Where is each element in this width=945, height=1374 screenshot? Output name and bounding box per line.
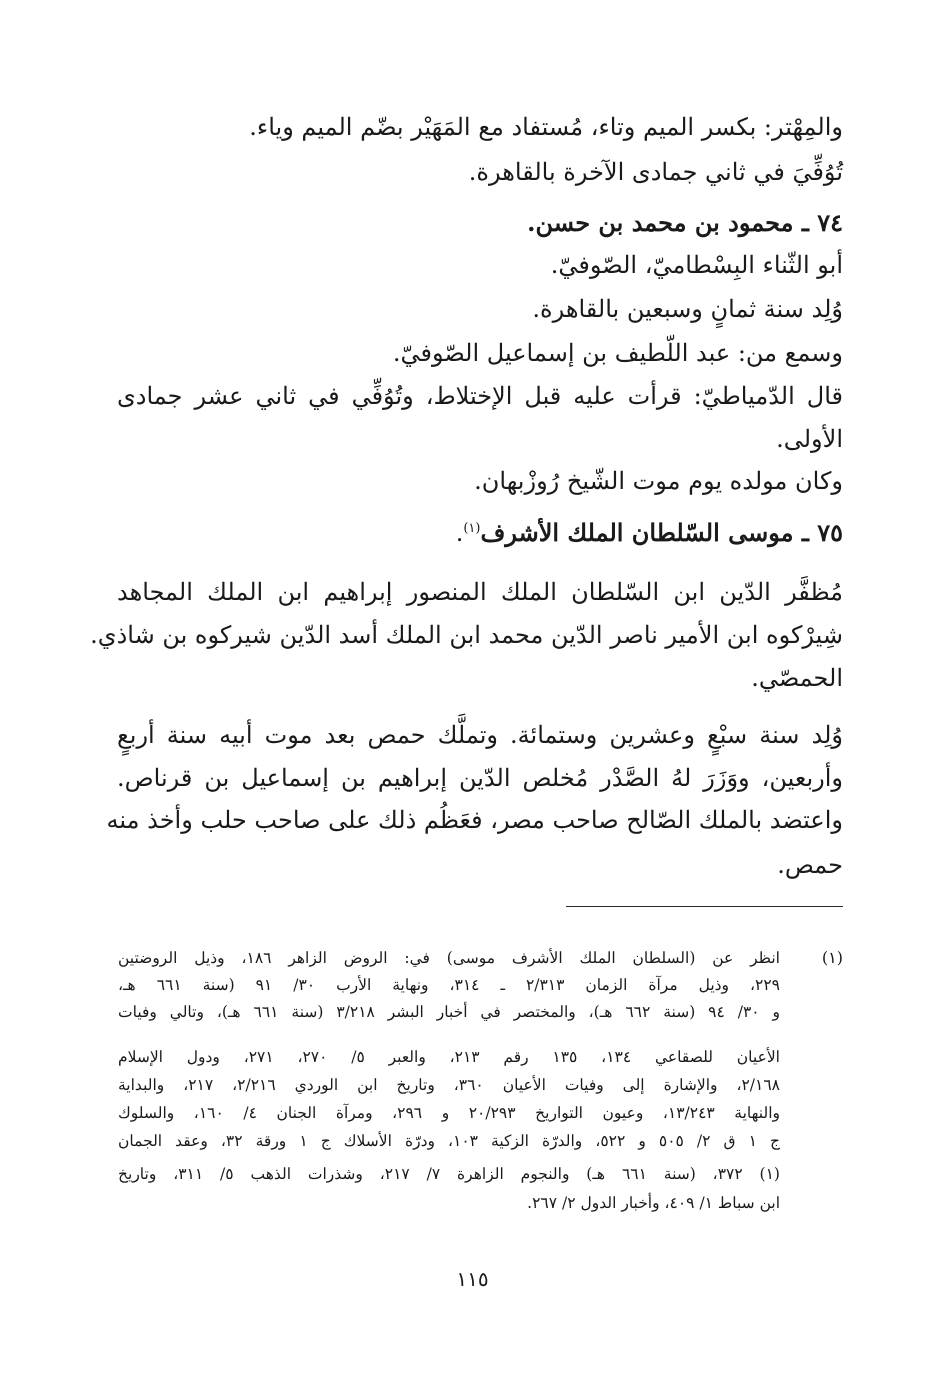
entry-heading-75 xyxy=(456,518,843,548)
entry-heading-74: ٧٤ ـ محمود بن محمد بن حسن. xyxy=(527,208,843,237)
footnote-separator xyxy=(566,906,843,907)
text-line: وكان مولده يوم موت الشّيخ رُوزْبهان. xyxy=(474,467,843,495)
heading-75-text: ٧٥ ـ موسى السّلطان الملك الأشرف xyxy=(480,518,843,547)
text-line: شِيرْكوه ابن الأمير ناصر الدّين محمد ابن الملك أسد الدّين شيركوه بن شاذي. xyxy=(90,621,843,649)
text-line: وُلِد سنة ثمانٍ وسبعين بالقاهرة. xyxy=(532,295,843,323)
footnote-line: والنهاية ١٣/٢٤٣، وعيون التواريخ ٢٠/٢٩٣ و ٢٩٦، ومرآة الجنان ٤/ ١٦٠، والسلوك xyxy=(118,1104,780,1122)
text-line: حمص. xyxy=(777,851,843,879)
footnote-line: ٢/١٦٨، والإشارة إلى وفيات الأعيان ٣٦٠، وتاريخ ابن الوردي ٢/٢١٦، ٢١٧، والبداية xyxy=(118,1076,780,1094)
text-line: قال الدّمياطيّ: قرأت عليه قبل الإختلاط، وتُوُفِّي في ثاني عشر جمادى xyxy=(117,382,843,410)
footnote-marker: (١) xyxy=(821,948,843,967)
footnote-line: ج ١ ق ٢/ ٥٠٥ و ٥٢٢، والدرّة الزكية ١٠٣، ودرّة الأسلاك ج ١ ورقة ٣٢، وعقد الجمان xyxy=(118,1132,781,1150)
text-line: أبو الثّناء البِسْطاميّ، الصّوفيّ. xyxy=(550,251,843,279)
page-number: ١١٥ xyxy=(456,1267,489,1291)
footnote-reference: (١) xyxy=(463,521,481,536)
text-line: والمِهْتر: بكسر الميم وتاء، مُستفاد مع المَهَيْر بضّم الميم وياء. xyxy=(249,113,843,141)
footnote-line: ٢٢٩، وذيل مرآة الزمان ٢/٣١٣ ـ ٣١٤، ونهاية الأرب ٣٠/ ٩١ (سنة ٦٦١ هـ، xyxy=(118,976,780,994)
text-line: وأربعين، ووَزَرَ لهُ الصَّدْر مُخلص الدّين إبراهيم بن إسماعيل بن قرناص. xyxy=(117,764,843,792)
text-line: تُوُفِّيَ في ثاني جمادى الآخرة بالقاهرة. xyxy=(468,158,843,186)
text-line: وسمع من: عبد اللّطيف بن إسماعيل الصّوفيّ. xyxy=(392,339,843,367)
text-line: الحمصّي. xyxy=(751,664,843,692)
footnote-line: انظر عن (السلطان الملك الأشرف موسى) في: الروض الزاهر ١٨٦، وذيل الروضتين xyxy=(118,949,780,967)
footnote-line: ابن سباط ١/ ٤٠٩، وأخبار الدول ٢/ ٢٦٧. xyxy=(527,1194,780,1212)
footnote-line: (١) ٣٧٢، (سنة ٦٦١ هـ) والنجوم الزاهرة ٧/ ٢١٧، وشذرات الذهب ٥/ ٣١١، وتاريخ xyxy=(118,1165,780,1183)
text-line: مُظفَّر الدّين ابن السّلطان الملك المنصور إبراهيم ابن الملك المجاهد xyxy=(117,578,843,606)
footnote-line: و ٣٠/ ٩٤ (سنة ٦٦٢ هـ)، والمختصر في أخبار البشر ٣/٢١٨ (سنة ٦٦١ هـ)، وتالي وفيات xyxy=(118,1003,780,1021)
text-line: وُلِد سنة سبْعٍ وعشرين وستمائة. وتملَّك حمص بعد موت أبيه سنة أربعٍ xyxy=(117,721,843,749)
text-line: واعتضد بالملك الصّالح صاحب مصر، فعَظُم ذلك على صاحب حلب وأخذ منه xyxy=(106,806,843,834)
text-line: الأولى. xyxy=(776,425,843,453)
footnote-line: الأعيان للصقاعي ١٣٤، ١٣٥ رقم ٢١٣، والعبر ٥/ ٢٧٠، ٢٧١، ودول الإسلام xyxy=(118,1048,780,1066)
heading-75-period: . xyxy=(455,519,464,547)
